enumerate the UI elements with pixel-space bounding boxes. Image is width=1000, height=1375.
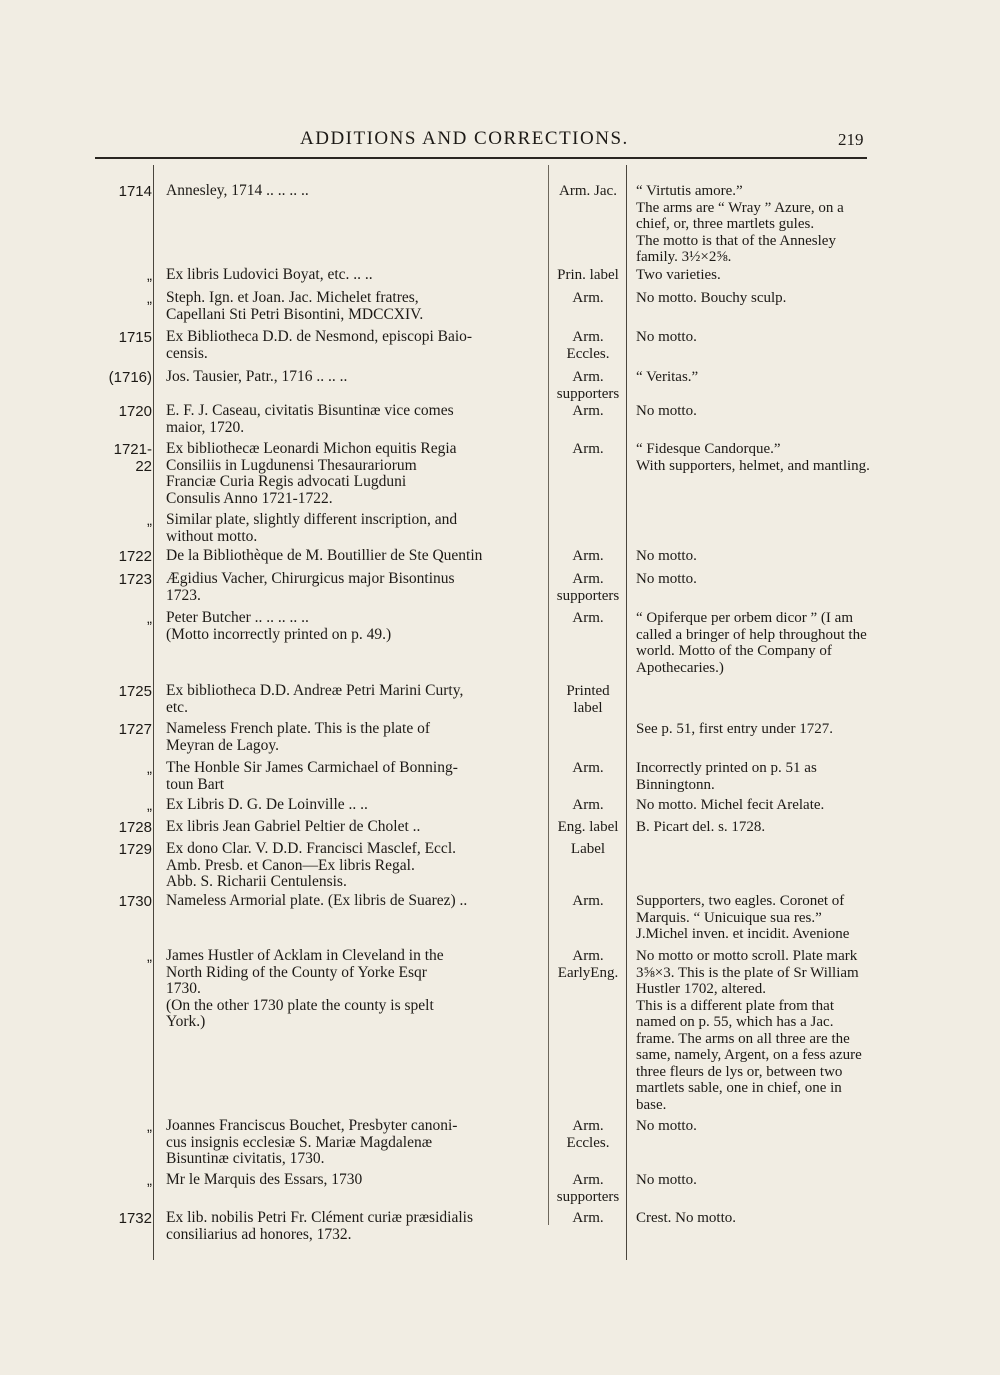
title-cell: Steph. Ign. et Joan. Jac. Michelet fratres, Capellani Sti Petri Bisontini, MDCCXIV. xyxy=(166,289,424,323)
year-cell: 1725 xyxy=(118,683,152,700)
column-rule-year xyxy=(153,165,154,1260)
year-cell: 1723 xyxy=(118,571,152,588)
year-cell: „ xyxy=(147,267,152,284)
year-cell: 1722 xyxy=(118,548,152,565)
title-cell: Ex Libris D. G. De Loinville .. .. xyxy=(166,796,368,813)
note-cell: Crest. No motto. xyxy=(636,1210,736,1226)
note-cell: No motto. xyxy=(636,571,697,587)
kind-cell: Arm. xyxy=(572,1210,604,1226)
year-cell: 1729 xyxy=(118,841,152,858)
year-cell: „ xyxy=(147,610,152,627)
year-cell: 1727 xyxy=(118,721,152,738)
year-cell: „ xyxy=(147,1118,152,1135)
kind-cell: Arm. xyxy=(572,548,604,564)
title-cell: Ex Bibliotheca D.D. de Nesmond, episcopi Baio- censis. xyxy=(166,328,473,362)
year-cell: 1715 xyxy=(118,329,152,346)
year-cell: 1720 xyxy=(118,403,152,420)
title-cell: Ex bibliotheca D.D. Andreæ Petri Marini Curty, etc. xyxy=(166,682,464,716)
note-cell: “ Fidesque Candorque.” With supporters, helmet, and mantling. xyxy=(636,441,870,474)
note-cell: B. Picart del. s. 1728. xyxy=(636,819,766,835)
year-cell: 1721- 22 xyxy=(113,441,152,475)
title-cell: Ex bibliothecæ Leonardi Michon equitis Regia Consiliis in Lugdunensi Thesaurariorum Franciæ Curia Regis advocati Lugduni Consulis Anno 1721-1722. xyxy=(166,440,457,507)
title-cell: Nameless French plate. This is the plate of Meyran de Lagoy. xyxy=(166,720,431,754)
title-cell: Ex dono Clar. V. D.D. Francisci Masclef, Eccl. Amb. Presb. et Canon—Ex libris Regal. Abb. S. Richarii Centulensis. xyxy=(166,840,456,890)
year-cell: „ xyxy=(147,760,152,777)
kind-cell: Arm. xyxy=(572,290,604,306)
kind-cell: Arm. supporters xyxy=(556,571,620,604)
year-cell: 1714 xyxy=(118,183,152,200)
year-cell: 1728 xyxy=(118,819,152,836)
title-cell: Joannes Franciscus Bouchet, Presbyter canoni- cus insignis ecclesiæ S. Mariæ Magdalenæ Bisuntinæ civitatis, 1730. xyxy=(166,1117,458,1167)
kind-cell: Arm. supporters xyxy=(556,369,620,402)
note-cell: No motto. xyxy=(636,403,697,419)
note-cell: No motto. xyxy=(636,1172,697,1188)
kind-cell: Arm. xyxy=(572,441,604,457)
title-cell: Ex libris Jean Gabriel Peltier de Cholet .. xyxy=(166,818,421,835)
kind-cell: Arm. xyxy=(572,893,604,909)
year-cell: „ xyxy=(147,290,152,307)
kind-cell: Arm. Eccles. xyxy=(566,1118,610,1151)
note-cell: “ Opiferque per orbem dicor ” (I am called a bringer of help throughout the world. Motto of the Company of Apothecaries.) xyxy=(636,610,867,676)
title-cell: The Honble Sir James Carmichael of Bonning- toun Bart xyxy=(166,759,458,793)
title-cell: Peter Butcher .. .. .. .. .. (Motto incorrectly printed on p. 49.) xyxy=(166,609,392,643)
note-cell: Incorrectly printed on p. 51 as Binningtonn. xyxy=(636,760,817,793)
note-cell: “ Virtutis amore.” The arms are “ Wray ” Azure, on a chief, or, three martlets gules. The motto is that of the Annesley family. 3½×2⅝. xyxy=(636,183,844,265)
kind-cell: Arm. xyxy=(572,610,604,626)
year-cell: „ xyxy=(147,797,152,814)
title-cell: James Hustler of Acklam in Cleveland in the North Riding of the County of Yorke Esqr 1730. (On the other 1730 plate the county is spelt York.) xyxy=(166,947,444,1030)
page-number: 219 xyxy=(838,130,864,149)
year-cell: „ xyxy=(147,1172,152,1189)
kind-cell: Label xyxy=(570,841,606,857)
year-cell: 1732 xyxy=(118,1210,152,1227)
kind-cell: Arm. xyxy=(572,403,604,419)
kind-cell: Arm. Eccles. xyxy=(566,329,610,362)
note-cell: No motto. Bouchy sculp. xyxy=(636,290,787,306)
note-cell: Supporters, two eagles. Coronet of Marquis. “ Unicuique sua res.” J.Michel inven. et incidit. Avenione xyxy=(636,893,850,942)
kind-cell: Prin. label xyxy=(557,267,619,283)
kind-cell: Eng. label xyxy=(557,819,619,835)
title-cell: De la Bibliothèque de M. Boutillier de Ste Quentin xyxy=(166,547,483,564)
note-cell: See p. 51, first entry under 1727. xyxy=(636,721,834,737)
kind-cell: Arm. EarlyEng. xyxy=(557,948,619,981)
note-cell: Two varieties. xyxy=(636,267,721,283)
title-cell: Mr le Marquis des Essars, 1730 xyxy=(166,1171,363,1188)
title-cell: Nameless Armorial plate. (Ex libris de Suarez) .. xyxy=(166,892,468,909)
note-cell: No motto. xyxy=(636,548,697,564)
title-cell: Ex libris Ludovici Boyat, etc. .. .. xyxy=(166,266,373,283)
kind-cell: Arm. Jac. xyxy=(559,183,617,199)
title-cell: Ex lib. nobilis Petri Fr. Clément curiæ præsidialis consiliarius ad honores, 1732. xyxy=(166,1209,473,1243)
title-cell: Similar plate, slightly different inscription, and without motto. xyxy=(166,511,458,545)
title-cell: Annesley, 1714 .. .. .. .. xyxy=(166,182,309,199)
year-cell: „ xyxy=(147,948,152,965)
year-cell: „ xyxy=(147,512,152,529)
kind-cell: Printed label xyxy=(566,683,610,716)
note-cell: No motto. xyxy=(636,1118,697,1134)
title-cell: E. F. J. Caseau, civitatis Bisuntinæ vice comes maior, 1720. xyxy=(166,402,454,436)
title-cell: Jos. Tausier, Patr., 1716 .. .. .. xyxy=(166,368,348,385)
year-cell: (1716) xyxy=(108,369,152,386)
note-cell: No motto. xyxy=(636,329,697,345)
kind-cell: Arm. xyxy=(572,760,604,776)
note-cell: No motto. Michel fecit Arelate. xyxy=(636,797,825,813)
kind-cell: Arm. supporters xyxy=(556,1172,620,1205)
note-cell: “ Veritas.” xyxy=(636,369,699,385)
note-cell: No motto or motto scroll. Plate mark 3⅝×3. This is the plate of Sr William Hustler 1702, altered. This is a different plate from that named on p. 55, which has a Jac. frame. The arms on all three are the same, namely, Argent, on a fess azure three fleurs de lys or, between two martlets sable, one in chief, one in base. xyxy=(636,948,862,1113)
kind-cell: Arm. xyxy=(572,797,604,813)
title-cell: Ægidius Vacher, Chirurgicus major Bisontinus 1723. xyxy=(166,570,455,604)
header-rule xyxy=(95,157,867,159)
year-cell: 1730 xyxy=(118,893,152,910)
running-head: ADDITIONS AND CORRECTIONS. xyxy=(300,128,629,149)
